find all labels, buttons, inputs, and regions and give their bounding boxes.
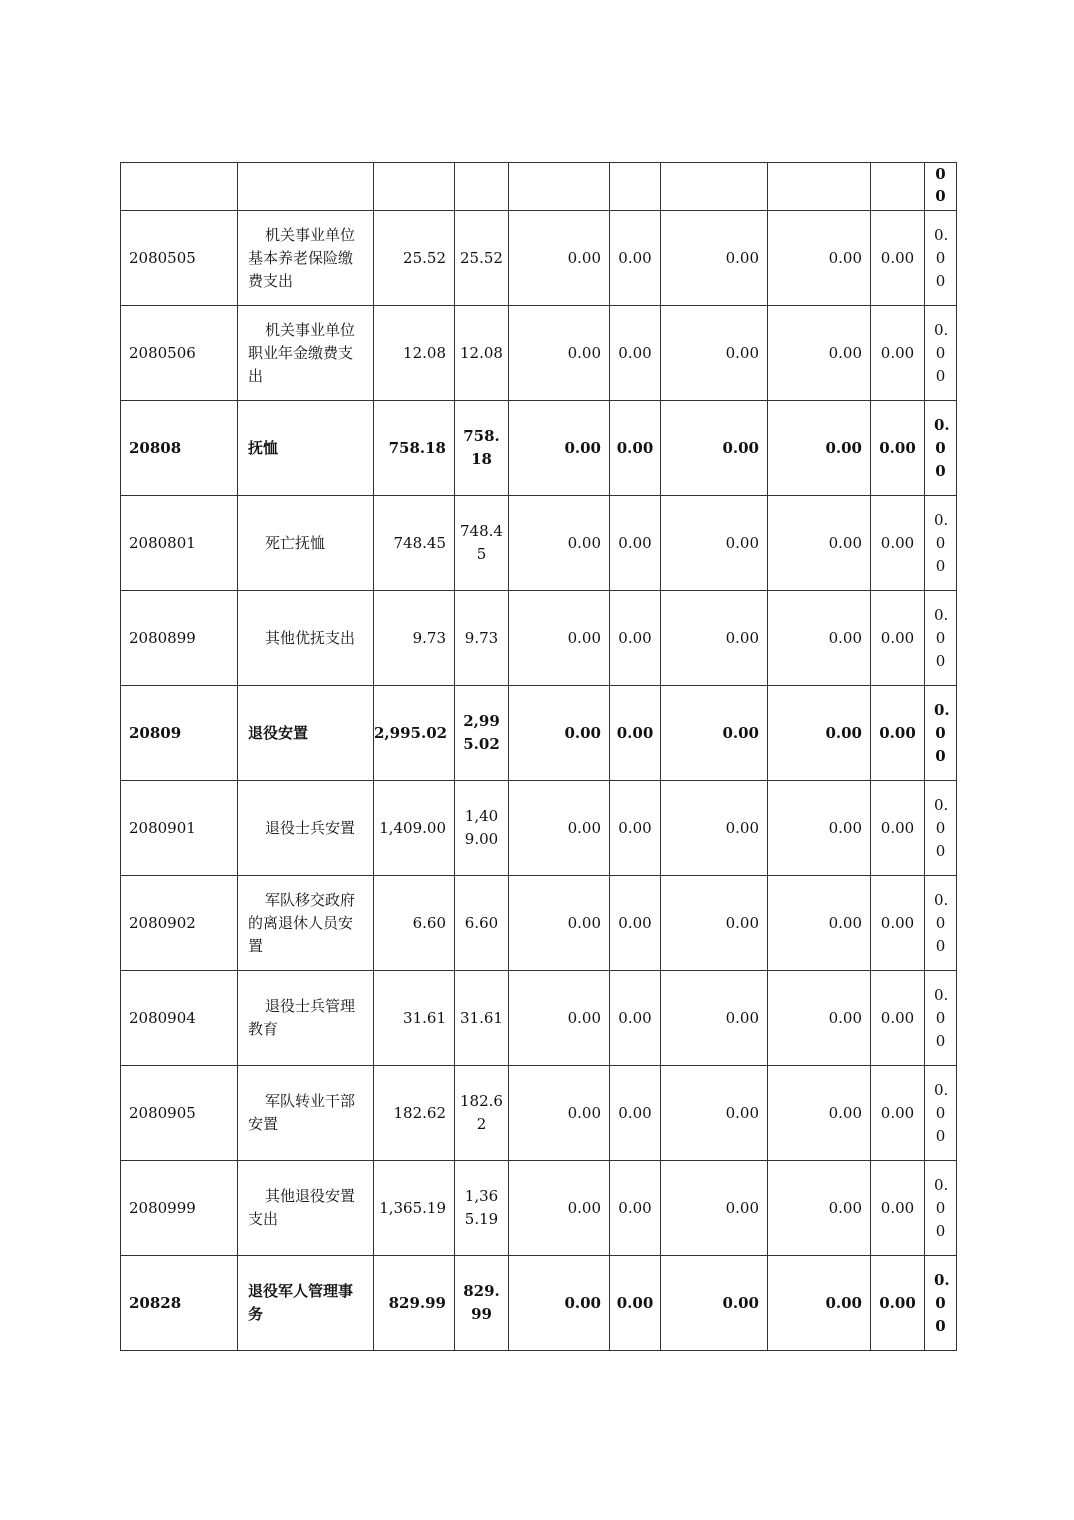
cell-c9: 0.00 — [871, 876, 925, 971]
cell-c8: 0.00 — [768, 1256, 871, 1351]
cell-c5: 0.00 — [509, 1161, 610, 1256]
cell-basic: 25.52 — [455, 211, 509, 306]
cell-c8: 0.00 — [768, 496, 871, 591]
table-row — [121, 1161, 957, 1256]
cell-c5 — [509, 163, 610, 211]
cell-basic: 1,365.19 — [455, 1161, 509, 1256]
cell-basic: 6.60 — [455, 876, 509, 971]
cell-total: 1,365.19 — [374, 1161, 455, 1256]
cell-total: 9.73 — [374, 591, 455, 686]
cell-name: 机关事业单位基本养老保险缴费支出 — [238, 211, 374, 306]
cell-c9: 0.00 — [871, 591, 925, 686]
cell-name: 其他优抚支出 — [238, 591, 374, 686]
cell-c5: 0.00 — [509, 781, 610, 876]
table-row — [121, 876, 957, 971]
cell-c7: 0.00 — [661, 971, 768, 1066]
cell-c10: 0.00 — [925, 591, 957, 686]
cell-c5: 0.00 — [509, 306, 610, 401]
cell-c6: 0.00 — [610, 1256, 661, 1351]
cell-c5: 0.00 — [509, 401, 610, 496]
cell-c7: 0.00 — [661, 1066, 768, 1161]
cell-c7: 0.00 — [661, 1256, 768, 1351]
cell-c8: 0.00 — [768, 781, 871, 876]
cell-c7: 0.00 — [661, 306, 768, 401]
cell-code: 2080902 — [121, 876, 238, 971]
cell-basic: 31.61 — [455, 971, 509, 1066]
cell-c5: 0.00 — [509, 686, 610, 781]
cell-name: 死亡抚恤 — [238, 496, 374, 591]
cell-total: 748.45 — [374, 496, 455, 591]
table-row — [121, 781, 957, 876]
cell-c9 — [871, 163, 925, 211]
cell-name: 退役士兵安置 — [238, 781, 374, 876]
cell-c6: 0.00 — [610, 686, 661, 781]
cell-code: 2080801 — [121, 496, 238, 591]
cell-total — [374, 163, 455, 211]
cell-c5: 0.00 — [509, 591, 610, 686]
cell-c7: 0.00 — [661, 401, 768, 496]
cell-basic: 2,995.02 — [455, 686, 509, 781]
cell-name: 其他退役安置支出 — [238, 1161, 374, 1256]
cell-c8: 0.00 — [768, 686, 871, 781]
cell-name: 退役安置 — [238, 686, 374, 781]
cell-total: 2,995.02 — [374, 686, 455, 781]
cell-name: 退役士兵管理教育 — [238, 971, 374, 1066]
cell-c10: 0.00 — [925, 401, 957, 496]
cell-c6 — [610, 163, 661, 211]
cell-c7: 0.00 — [661, 496, 768, 591]
cell-basic — [455, 163, 509, 211]
cell-total: 6.60 — [374, 876, 455, 971]
cell-c9: 0.00 — [871, 1066, 925, 1161]
cell-c5: 0.00 — [509, 876, 610, 971]
cell-c8: 0.00 — [768, 971, 871, 1066]
cell-basic: 748.45 — [455, 496, 509, 591]
cell-total: 758.18 — [374, 401, 455, 496]
cell-c8 — [768, 163, 871, 211]
cell-c8: 0.00 — [768, 591, 871, 686]
cell-c10: 00 — [925, 163, 957, 211]
cell-name: 抚恤 — [238, 401, 374, 496]
cell-c8: 0.00 — [768, 401, 871, 496]
cell-code: 2080505 — [121, 211, 238, 306]
cell-basic: 9.73 — [455, 591, 509, 686]
cell-basic: 829.99 — [455, 1256, 509, 1351]
cell-c7: 0.00 — [661, 686, 768, 781]
cell-c6: 0.00 — [610, 211, 661, 306]
cell-c7: 0.00 — [661, 211, 768, 306]
cell-c10: 0.00 — [925, 876, 957, 971]
cell-c9: 0.00 — [871, 306, 925, 401]
cell-code: 2080899 — [121, 591, 238, 686]
cell-basic: 1,409.00 — [455, 781, 509, 876]
cell-c9: 0.00 — [871, 686, 925, 781]
cell-total: 31.61 — [374, 971, 455, 1066]
cell-c7 — [661, 163, 768, 211]
cell-c10: 0.00 — [925, 781, 957, 876]
cell-c6: 0.00 — [610, 591, 661, 686]
cell-name: 机关事业单位职业年金缴费支出 — [238, 306, 374, 401]
cell-name — [238, 163, 374, 211]
budget-table-page — [120, 162, 956, 1351]
cell-c5: 0.00 — [509, 211, 610, 306]
cell-c10: 0.00 — [925, 1256, 957, 1351]
cell-c9: 0.00 — [871, 971, 925, 1066]
table-row — [121, 591, 957, 686]
cell-c7: 0.00 — [661, 1161, 768, 1256]
table-row — [121, 1066, 957, 1161]
cell-c6: 0.00 — [610, 401, 661, 496]
cell-basic: 758.18 — [455, 401, 509, 496]
cell-name: 军队转业干部安置 — [238, 1066, 374, 1161]
cell-c9: 0.00 — [871, 1161, 925, 1256]
cell-c7: 0.00 — [661, 781, 768, 876]
cell-total: 829.99 — [374, 1256, 455, 1351]
cell-c10: 0.00 — [925, 1161, 957, 1256]
table-row — [121, 686, 957, 781]
cell-c5: 0.00 — [509, 971, 610, 1066]
cell-c6: 0.00 — [610, 1066, 661, 1161]
cell-c9: 0.00 — [871, 496, 925, 591]
cell-c10: 0.00 — [925, 496, 957, 591]
cell-c6: 0.00 — [610, 876, 661, 971]
cell-c8: 0.00 — [768, 876, 871, 971]
cell-code: 2080999 — [121, 1161, 238, 1256]
table-row — [121, 306, 957, 401]
cell-name: 军队移交政府的离退休人员安置 — [238, 876, 374, 971]
cell-code: 2080904 — [121, 971, 238, 1066]
table-row — [121, 211, 957, 306]
cell-total: 1,409.00 — [374, 781, 455, 876]
cell-c5: 0.00 — [509, 1256, 610, 1351]
table-row — [121, 1256, 957, 1351]
cell-c8: 0.00 — [768, 1066, 871, 1161]
cell-c6: 0.00 — [610, 306, 661, 401]
budget-table — [120, 162, 957, 1351]
cell-c6: 0.00 — [610, 971, 661, 1066]
cell-c5: 0.00 — [509, 1066, 610, 1161]
cell-code: 2080905 — [121, 1066, 238, 1161]
cell-code — [121, 163, 238, 211]
cell-c5: 0.00 — [509, 496, 610, 591]
cell-code: 2080506 — [121, 306, 238, 401]
cell-total: 12.08 — [374, 306, 455, 401]
table-row — [121, 496, 957, 591]
cell-c9: 0.00 — [871, 781, 925, 876]
cell-c6: 0.00 — [610, 781, 661, 876]
cell-c10: 0.00 — [925, 971, 957, 1066]
cell-code: 20808 — [121, 401, 238, 496]
cell-c9: 0.00 — [871, 211, 925, 306]
cell-c8: 0.00 — [768, 306, 871, 401]
cell-total: 25.52 — [374, 211, 455, 306]
cell-code: 20809 — [121, 686, 238, 781]
cell-code: 2080901 — [121, 781, 238, 876]
cell-c9: 0.00 — [871, 401, 925, 496]
cell-c10: 0.00 — [925, 306, 957, 401]
cell-c9: 0.00 — [871, 1256, 925, 1351]
cell-c6: 0.00 — [610, 496, 661, 591]
cell-c8: 0.00 — [768, 1161, 871, 1256]
table-row-continued — [121, 163, 957, 211]
cell-basic: 182.62 — [455, 1066, 509, 1161]
cell-c7: 0.00 — [661, 591, 768, 686]
cell-total: 182.62 — [374, 1066, 455, 1161]
cell-c10: 0.00 — [925, 1066, 957, 1161]
cell-c6: 0.00 — [610, 1161, 661, 1256]
cell-basic: 12.08 — [455, 306, 509, 401]
table-row — [121, 971, 957, 1066]
cell-c10: 0.00 — [925, 211, 957, 306]
cell-name: 退役军人管理事务 — [238, 1256, 374, 1351]
table-row — [121, 401, 957, 496]
cell-c7: 0.00 — [661, 876, 768, 971]
cell-c8: 0.00 — [768, 211, 871, 306]
cell-c10: 0.00 — [925, 686, 957, 781]
cell-code: 20828 — [121, 1256, 238, 1351]
